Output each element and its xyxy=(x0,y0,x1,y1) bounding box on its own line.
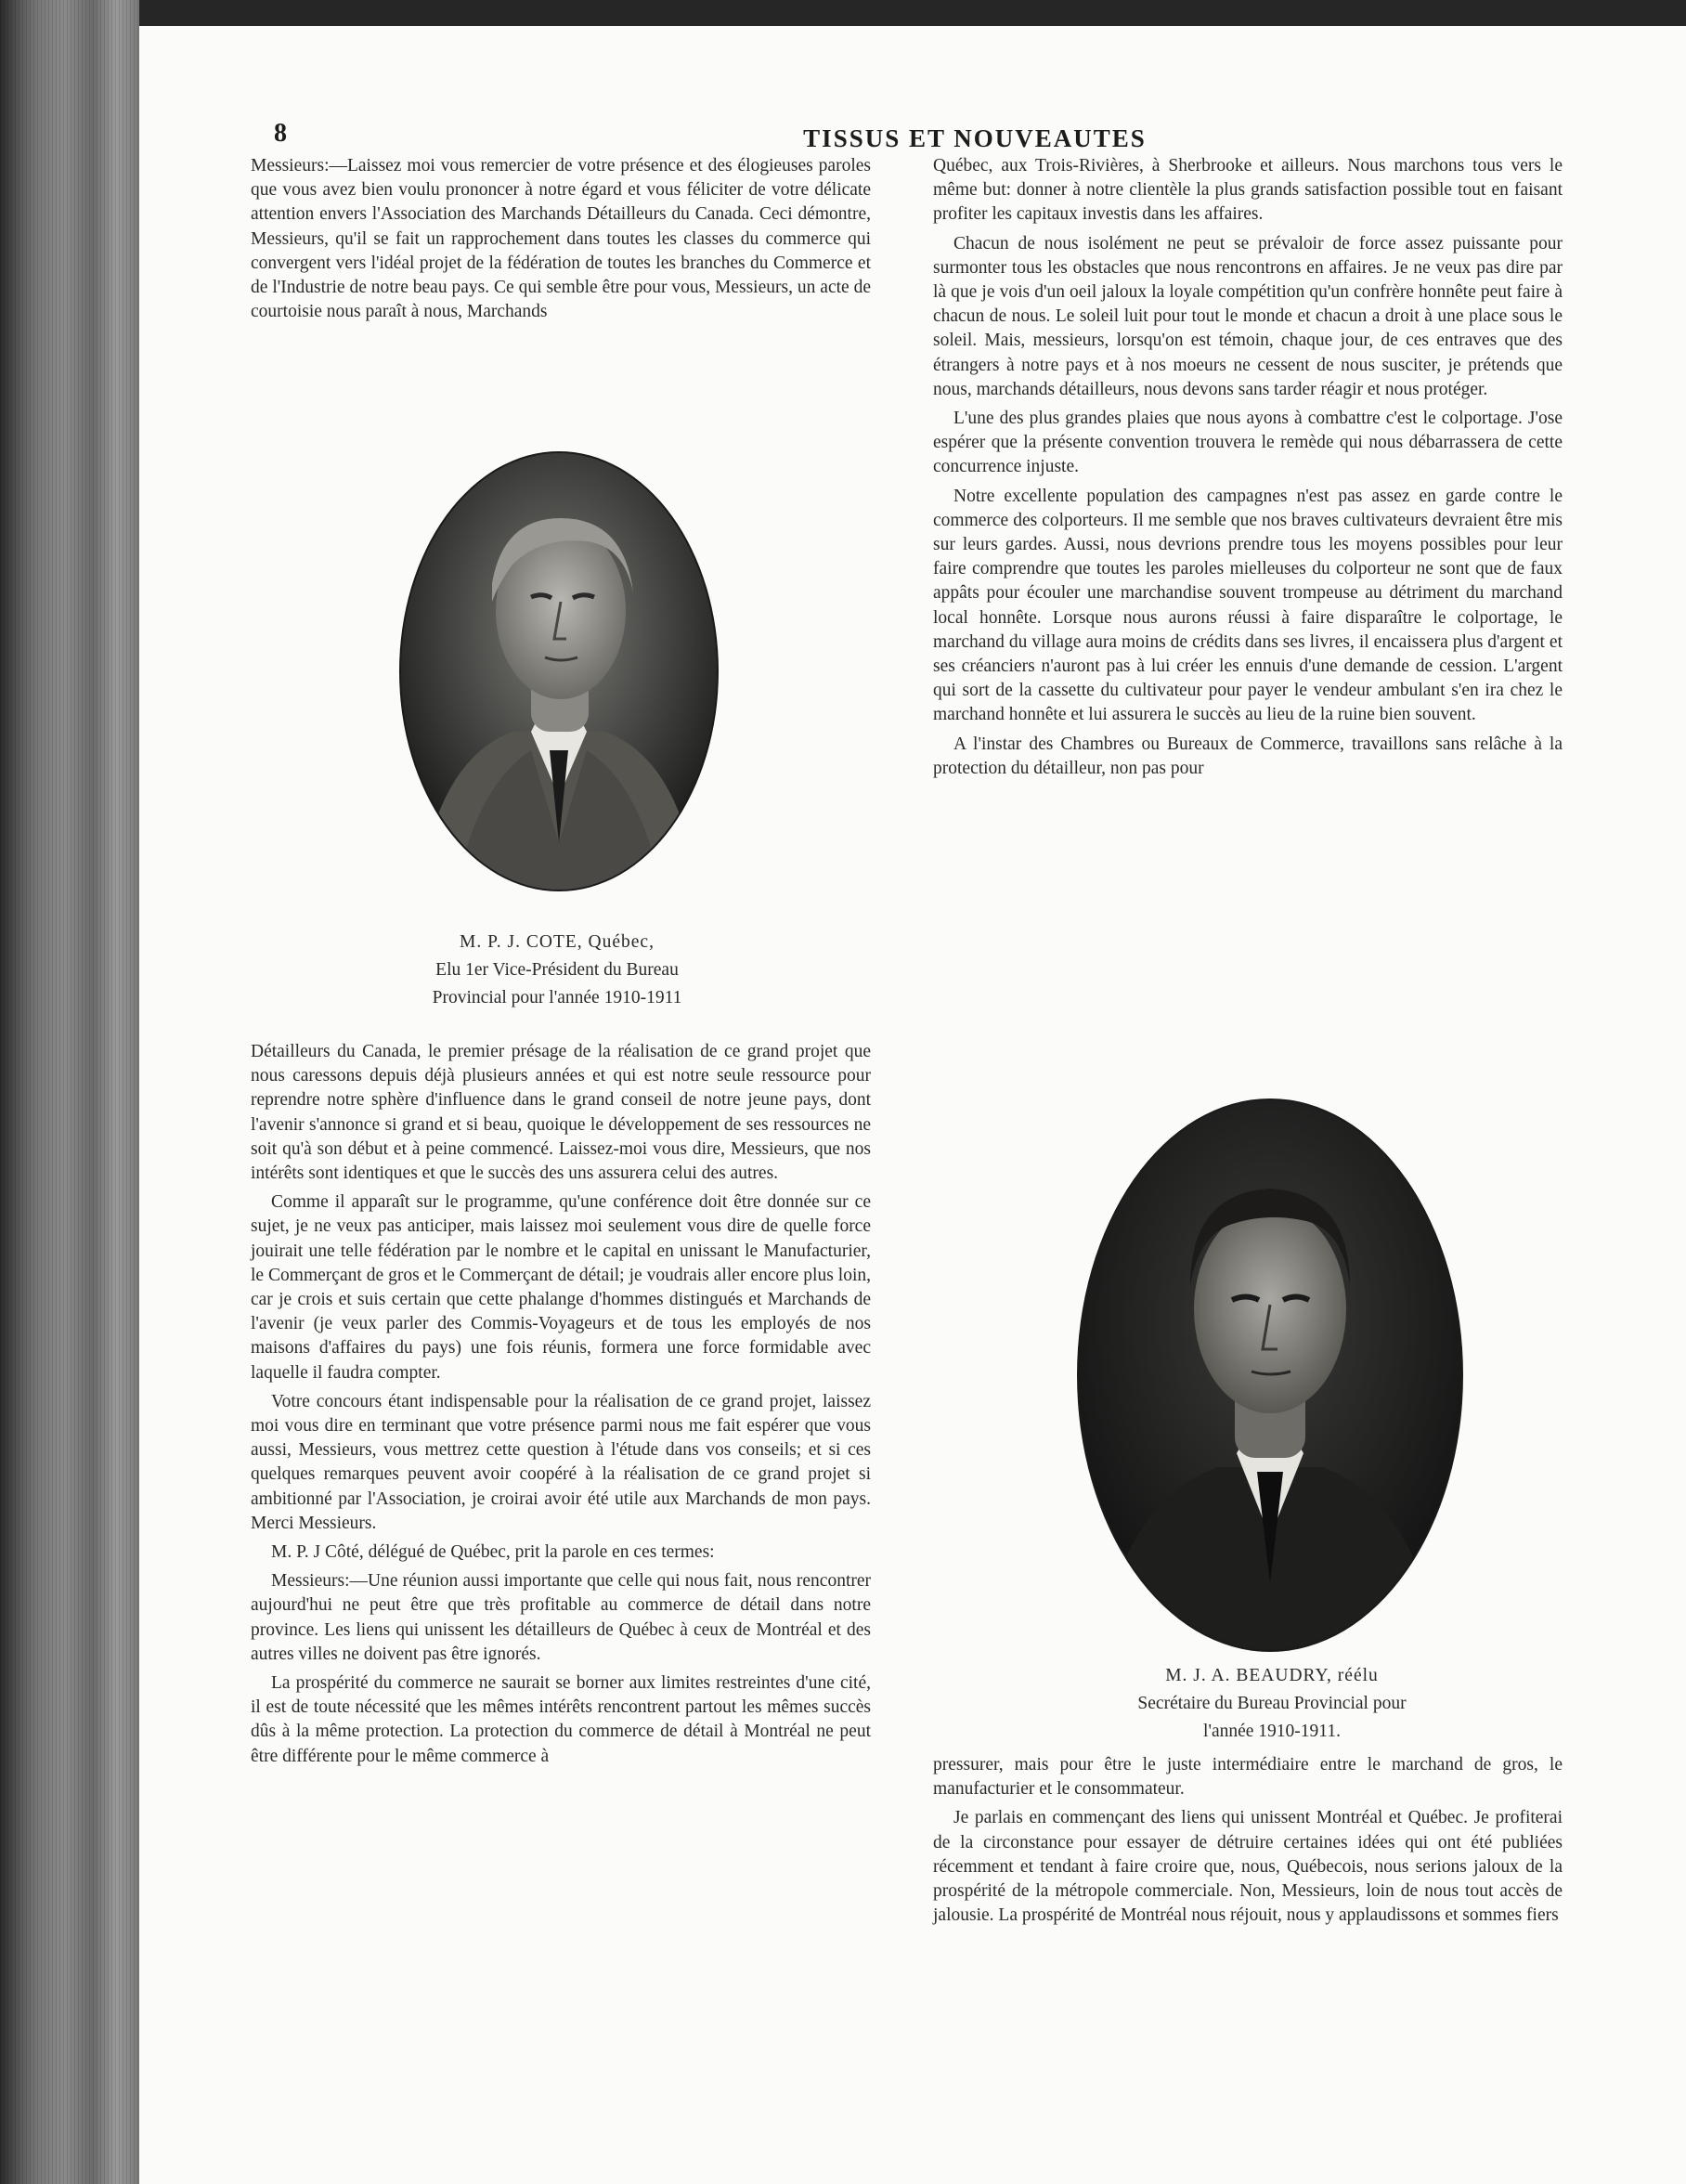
paragraph: La prospérité du commerce ne saurait se borner aux limites restreintes d'une cité, il est de toute nécessité que les mêmes intérêts rencontrent partout les mêmes succès dûs à la même protection. La protection du commerce de détail à Montréal ne peut être différente pour le même commerce à xyxy=(251,1673,871,1766)
caption-year: Provincial pour l'année 1910-1911 xyxy=(432,988,682,1008)
running-title: TISSUS ET NOUVEAUTES xyxy=(803,124,1147,152)
paragraph: L'une des plus grandes plaies que nous ayons à combattre c'est le colportage. J'ose espérer que la présente convention trouvera le remède qui nous débarrassera de cette concurrence injuste. xyxy=(933,409,1563,477)
paragraph: Messieurs:—Laissez moi vous remercier de votre présence et des élogieuses paroles que vous avez bien voulu prononcer à notre égard et vous féliciter de votre délicate attention envers l'Association des Marchands Détailleurs du Canada. Ceci démontre, Messieurs, qu'il se fait un rapprochement dans toutes les classes du commerce qui convergent vers l'idéal projet de la fédération de toutes les branches du Commerce et de l'Industrie de notre beau pays. Ce qui semble être pour vous, Messieurs, un acte de courtoisie nous paraît à nous, Marchands xyxy=(251,156,871,322)
paragraph: Québec, aux Trois-Rivières, à Sherbrooke et ailleurs. Nous marchons tous vers le même but: donner à notre clientèle la plus grands satisfaction possible tout en faisant profiter les capitaux investis dans les affaires. xyxy=(933,156,1563,225)
portrait-beaudry xyxy=(1077,1098,1463,1652)
right-column-top xyxy=(933,154,1563,786)
caption-name: M. J. A. BEAUDRY, réélu xyxy=(1165,1666,1379,1685)
paragraph: Notre excellente population des campagnes n'est pas assez en garde contre le commerce des colporteurs. Il me semble que nos braves cultivateurs devraient être mis sur leurs gardes. Aussi, nous devrions prendre tous les moyens possibles pour leur faire comprendre que toutes les paroles mielleuses du colporteur ne sont que de faux appâts pour écouler une marchandise souvent trompeuse au détriment du marchand local honnête. Lorsque nous aurons réussi à faire disparaître le colportage, le marchand du village aura moins de crédits dans ses livres, il encaissera plus d'argent et ses créanciers n'auront pas à lui créer les ennuis d'une demande de cession. L'argent qui sort de la cassette du cultivateur pour payer le vendeur ambulant s'en ira chez le marchand honnête et lui assurera le succès au lieu de la ruine bien souvent. xyxy=(933,486,1563,725)
right-column-bottom xyxy=(933,1753,1563,1932)
paragraph: Comme il apparaît sur le programme, qu'une conférence doit être donnée sur ce sujet, je ne veux pas anticiper, mais laissez moi seulement vous dire de quelle force jouirait une telle fédération par le nombre et le capital en unissant le Manufacturier, le Commerçant de gros et le Commerçant de détail; je voudrais aller encore plus loin, car je crois et suis certain que cette phalange d'hommes distingués et Marchands de l'avenir (je veux parler des Commis-Voyageurs et de tous les employés de nos maisons d'affaires du pays) une fois réunis, formera une force formidable avec laquelle il faudra compter. xyxy=(251,1192,871,1383)
paragraph: Je parlais en commençant des liens qui unissent Montréal et Québec. Je profiterai de la circonstance pour essayer de détruire certaines idées qui ont été publiées récemment et tendant à faire croire que, nous, Québecois, nous serions jaloux de la prospérité de la métropole commerciale. Non, Messieurs, loin de nous tout accès de jalousie. La prospérité de Montréal nous réjouit, nous y applaudissons et sommes fiers xyxy=(933,1808,1563,1926)
paragraph: Messieurs:—Une réunion aussi importante que celle qui nous fait, nous rencontrer aujourd'hui ne peut être que très profitable au commerce de détail dans notre province. Les liens qui unissent les détailleurs de Québec à ceux de Montréal et des autres villes ne doivent pas être ignorés. xyxy=(251,1571,871,1664)
left-column-top xyxy=(251,154,871,329)
caption-title: Secrétaire du Bureau Provincial pour xyxy=(1137,1694,1407,1713)
paragraph: M. P. J Côté, délégué de Québec, prit la parole en ces termes: xyxy=(271,1542,715,1563)
paragraph: Détailleurs du Canada, le premier présage de la réalisation de ce grand projet que nous caressons depuis déjà plusieurs années et qui est notre seule ressource pour reprendre notre sphère d'influence dans le grand conseil de notre jeune pays, dont l'avenir s'annonce si grand et si beau, quoique le développement de ses ressources ne soit qu'à son début et à peine commencé. Laissez-moi vous dire, Messieurs, que nos intérêts sont identiques et que le succès des uns assurera celui des autres. xyxy=(251,1042,871,1184)
portrait-cote xyxy=(399,451,719,891)
paragraph: A l'instar des Chambres ou Bureaux de Commerce, travaillons sans relâche à la protection du détailleur, non pas pour xyxy=(933,734,1563,778)
portrait-cote-photo xyxy=(401,453,717,890)
caption-name: M. P. J. COTE, Québec, xyxy=(460,932,655,952)
portrait-beaudry-photo xyxy=(1079,1100,1461,1650)
caption-beaudry xyxy=(1031,1662,1513,1746)
caption-cote xyxy=(325,929,789,1012)
book-page-edges xyxy=(0,0,139,2184)
paragraph: Votre concours étant indispensable pour la réalisation de ce grand projet, laissez moi vous dire en terminant que votre présence parmi nous me fait espérer que vous aussi, Messieurs, vous mettrez cette question à l'étude dans vos conseils; et si ces quelques remarques peuvent avoir coopéré à la réalisation de ce grand projet si ambitionné par l'Association, je croirai avoir été utile aux Marchands de mon pays. Merci Messieurs. xyxy=(251,1391,871,1533)
paragraph: pressurer, mais pour être le juste intermédiaire entre le marchand de gros, le manufacturier et le consommateur. xyxy=(933,1755,1563,1800)
page-number: 8 xyxy=(274,119,287,148)
magazine-page xyxy=(139,26,1686,2184)
paragraph: Chacun de nous isolément ne peut se prévaloir de force assez puissante pour surmonter tous les obstacles que nous rencontrons en affaires. Je ne veux pas dire par là que je vois d'un oeil jaloux la loyale compétition qu'un confrère honnête peut faire à chacun de nous. Le soleil luit pour tout le monde et chacun a droit à une place sous le soleil. Mais, messieurs, lorsqu'on est témoin, chaque jour, de ces entraves que des étrangers à notre pays et à nos moeurs ne cessent de nous susciter, je prétends que nous, marchands détailleurs, nous devons sans tarder réagir et nous protéger. xyxy=(933,233,1563,399)
caption-year: l'année 1910-1911. xyxy=(1203,1722,1341,1741)
left-column-bottom xyxy=(251,1040,871,1774)
caption-title: Elu 1er Vice-Président du Bureau xyxy=(435,960,679,980)
